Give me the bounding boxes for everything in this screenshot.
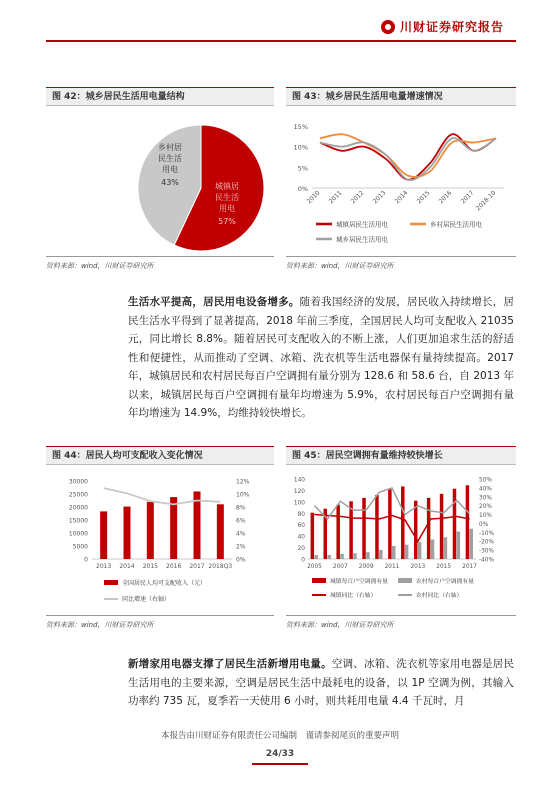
y-tick-label: 0 bbox=[301, 557, 305, 564]
series-line-2 bbox=[320, 138, 496, 180]
x-tick-label: 2007 bbox=[332, 564, 348, 570]
y-tick-label: 80 bbox=[297, 511, 305, 518]
series-line-0 bbox=[320, 134, 496, 180]
y2-tick-label: -10% bbox=[479, 530, 494, 537]
legend-label: 农村同比（右轴） bbox=[416, 593, 463, 599]
legend-swatch bbox=[398, 578, 412, 583]
fig45-title: 图 45：居民空调拥有量维持较快增长 bbox=[286, 446, 516, 465]
y2-tick-label: 4% bbox=[236, 530, 246, 538]
fig42-pie-chart bbox=[46, 108, 274, 256]
legend-label: 城镇居民生活用电 bbox=[336, 220, 388, 229]
urban-pct: 57% bbox=[218, 217, 236, 226]
y2-tick-label: 10% bbox=[236, 491, 250, 499]
bar-urban-ac bbox=[375, 495, 378, 559]
fig42-title: 图 42：城乡居民生活用电量结构 bbox=[46, 87, 274, 106]
bar-rural-ac bbox=[379, 550, 382, 559]
x-tick-label: 2012 bbox=[349, 189, 366, 206]
y2-tick-label: 0% bbox=[479, 521, 489, 528]
bar-rural-ac bbox=[327, 555, 330, 559]
x-tick-label: 2017 bbox=[459, 189, 476, 206]
fig44-title: 图 44：居民人均可支配收入变化情况 bbox=[46, 446, 274, 465]
paragraph-appliances-body: 空调、冰箱、洗衣机等家用电器是居民生活用电的主要来源，空调是居民生活中最耗电的设备，以 1P 空调为例，其输入功率约 735 瓦，夏季若一天使用 6 小时，则共耗用电量 4.4 千瓦时，月 bbox=[128, 658, 515, 707]
bar-urban-ac bbox=[453, 489, 456, 559]
x-tick-label: 2005 bbox=[307, 564, 322, 570]
legend-label: 城镇每百户空调拥有量 bbox=[330, 579, 388, 585]
x-tick-label: 2015 bbox=[415, 189, 432, 206]
y2-tick-label: -40% bbox=[479, 557, 494, 564]
bar-rural-ac bbox=[340, 554, 343, 559]
y-tick-label: 100 bbox=[293, 500, 305, 507]
bar-rural-ac bbox=[314, 555, 317, 559]
bar-income bbox=[100, 511, 107, 559]
urban-label-1: 城镇居 bbox=[215, 182, 239, 191]
fig43-source: 资料来源：wind，川财证券研究所 bbox=[286, 262, 394, 270]
bar-rural-ac bbox=[431, 540, 434, 559]
legend-label: 城镇同比（右轴） bbox=[330, 593, 377, 599]
y2-tick-label: -20% bbox=[479, 539, 494, 546]
x-tick-label: 2016 bbox=[166, 563, 182, 570]
bar-income bbox=[147, 502, 154, 559]
bar-urban-ac bbox=[427, 498, 430, 559]
bar-income bbox=[170, 497, 177, 559]
bar-rural-ac bbox=[444, 537, 447, 559]
y2-tick-label: 10% bbox=[479, 513, 492, 520]
x-tick-label: 2014 bbox=[119, 563, 135, 570]
fig42-source: 资料来源：wind，川财证券研究所 bbox=[46, 262, 154, 270]
bar-urban-ac bbox=[401, 486, 404, 559]
y-tick-label: 5% bbox=[297, 164, 308, 173]
y-tick-label: 0 bbox=[84, 556, 88, 564]
x-tick-label: 2014 bbox=[393, 189, 410, 206]
y-tick-label: 120 bbox=[293, 488, 305, 495]
page-number: 24/33 bbox=[265, 749, 295, 759]
x-tick-label: 2011 bbox=[384, 564, 400, 570]
bar-rural-ac bbox=[418, 542, 421, 559]
y2-tick-label: 12% bbox=[236, 478, 250, 486]
legend-swatch bbox=[312, 578, 326, 583]
x-tick-label: 2018Q3 bbox=[208, 563, 233, 570]
legend-label: 农村每百户空调拥有量 bbox=[416, 579, 474, 585]
y2-tick-label: 8% bbox=[236, 504, 246, 512]
bar-rural-ac bbox=[457, 532, 460, 559]
x-tick-label: 2009 bbox=[358, 564, 374, 570]
fig44-bar-chart bbox=[46, 467, 274, 615]
bar-income bbox=[217, 504, 224, 559]
rural-label-2: 民生活 bbox=[158, 154, 182, 163]
urban-label-3: 用电 bbox=[219, 204, 235, 213]
y2-tick-label: 2% bbox=[236, 543, 246, 551]
fig45-rule bbox=[286, 615, 516, 616]
company-logo-icon bbox=[381, 20, 395, 34]
x-tick-label: 2013 bbox=[96, 563, 112, 570]
x-tick-label: 2013 bbox=[410, 564, 426, 570]
y-tick-label: 20000 bbox=[68, 504, 88, 512]
x-tick-label: 2011 bbox=[327, 189, 344, 206]
fig43-rule bbox=[286, 256, 516, 257]
bar-urban-ac bbox=[388, 489, 391, 559]
x-tick-label: 2017 bbox=[189, 563, 205, 570]
y-tick-label: 5000 bbox=[72, 543, 88, 551]
bar-rural-ac bbox=[405, 545, 408, 559]
y-tick-label: 20 bbox=[297, 546, 305, 553]
bar-urban-ac bbox=[466, 485, 469, 559]
legend-label: 乡村居民生活用电 bbox=[430, 220, 482, 229]
footer-disclaimer: 本报告由川财证券有限责任公司编制 谨请参阅尾页的重要声明 bbox=[160, 731, 399, 741]
header-company-name: 川财证券研究报告 bbox=[400, 20, 505, 34]
x-tick-label: 2010 bbox=[305, 189, 322, 206]
fig43-line-chart bbox=[286, 108, 516, 256]
bar-rural-ac bbox=[392, 546, 395, 559]
x-tick-label: 2015 bbox=[142, 563, 158, 570]
y2-tick-label: 50% bbox=[479, 477, 492, 484]
page-number-underline bbox=[252, 763, 308, 765]
y-tick-label: 40 bbox=[297, 534, 305, 541]
x-tick-label: 2018-10 bbox=[474, 189, 498, 213]
y-tick-label: 30000 bbox=[68, 478, 88, 486]
rural-label-1: 乡村居 bbox=[158, 143, 182, 152]
bar-urban-ac bbox=[414, 501, 417, 559]
x-tick-label: 2015 bbox=[436, 564, 452, 570]
y-tick-label: 25000 bbox=[68, 491, 88, 499]
y-tick-label: 10% bbox=[293, 143, 308, 152]
legend-label: 城乡居民生活用电 bbox=[336, 235, 388, 244]
y2-tick-label: -30% bbox=[479, 548, 494, 555]
x-tick-label: 2013 bbox=[371, 189, 388, 206]
y-tick-label: 15% bbox=[293, 123, 308, 131]
y-tick-label: 0% bbox=[297, 185, 308, 193]
legend-swatch bbox=[104, 580, 118, 585]
x-tick-label: 2017 bbox=[462, 564, 477, 570]
paragraph-income-lead: 生活水平提高，居民用电设备增多。 bbox=[128, 296, 300, 308]
legend-label: 全国居民人均可支配收入（元） bbox=[122, 580, 207, 587]
bar-urban-ac bbox=[362, 498, 365, 559]
y2-tick-label: 20% bbox=[479, 504, 492, 511]
fig45-source: 资料来源：wind，川财证券研究所 bbox=[286, 621, 394, 629]
bar-urban-ac bbox=[336, 505, 339, 559]
fig44-source: 资料来源：wind，川财证券研究所 bbox=[46, 621, 154, 629]
paragraph-appliances-lead: 新增家用电器支撑了居民生活新增用电量。 bbox=[128, 658, 332, 670]
paragraph-appliances bbox=[128, 655, 514, 711]
fig45-bar-chart bbox=[286, 467, 516, 615]
y2-tick-label: 6% bbox=[236, 517, 246, 525]
line-growth bbox=[104, 488, 221, 504]
y-tick-label: 10000 bbox=[68, 530, 88, 538]
y-tick-label: 140 bbox=[293, 477, 305, 484]
urban-label-2: 民生活 bbox=[215, 193, 239, 202]
y2-tick-label: 0% bbox=[236, 556, 246, 564]
fig44-rule bbox=[46, 615, 274, 616]
y2-tick-label: 30% bbox=[479, 495, 492, 502]
bar-urban-ac bbox=[311, 513, 314, 559]
rural-label-3: 用电 bbox=[162, 165, 178, 174]
fig43-title: 图 43：城乡居民生活用电量增速情况 bbox=[286, 87, 516, 106]
bar-rural-ac bbox=[470, 529, 473, 559]
series-line-1 bbox=[320, 134, 496, 177]
header-divider bbox=[46, 40, 516, 42]
paragraph-income bbox=[128, 293, 514, 423]
y-tick-label: 60 bbox=[297, 523, 305, 530]
bar-rural-ac bbox=[366, 552, 369, 559]
y2-tick-label: 40% bbox=[479, 486, 492, 493]
paragraph-income-body: 随着我国经济的发展，居民收入持续增长，居民生活水平得到了显著提高，2018 年前三季度，全国居民人均可支配收入 21035 元，同比增长 8.8%。随着居民可支配收入的不断上涨，人们更加追求生活的舒适性和便捷性，从而推动了空调、冰箱、洗衣机等生活电器保有量持续提高。2017 年，城镇居民和农村居民每百户空调拥有量分别为 128.6 和 58.6 台，自 2013 年以来，城镇居民每百户空调拥有量年均增速为 5.9%，农村居民每百户空调拥有量年均增速为 14.9%，均维持较快增长。 bbox=[128, 296, 514, 419]
legend-label: 同比增速（右轴） bbox=[122, 596, 171, 603]
fig42-rule bbox=[46, 256, 274, 257]
bar-urban-ac bbox=[440, 494, 443, 559]
x-tick-label: 2016 bbox=[437, 189, 454, 206]
rural-pct: 43% bbox=[161, 178, 179, 187]
y-tick-label: 15000 bbox=[68, 517, 88, 525]
bar-rural-ac bbox=[353, 553, 356, 559]
bar-income bbox=[124, 507, 131, 559]
